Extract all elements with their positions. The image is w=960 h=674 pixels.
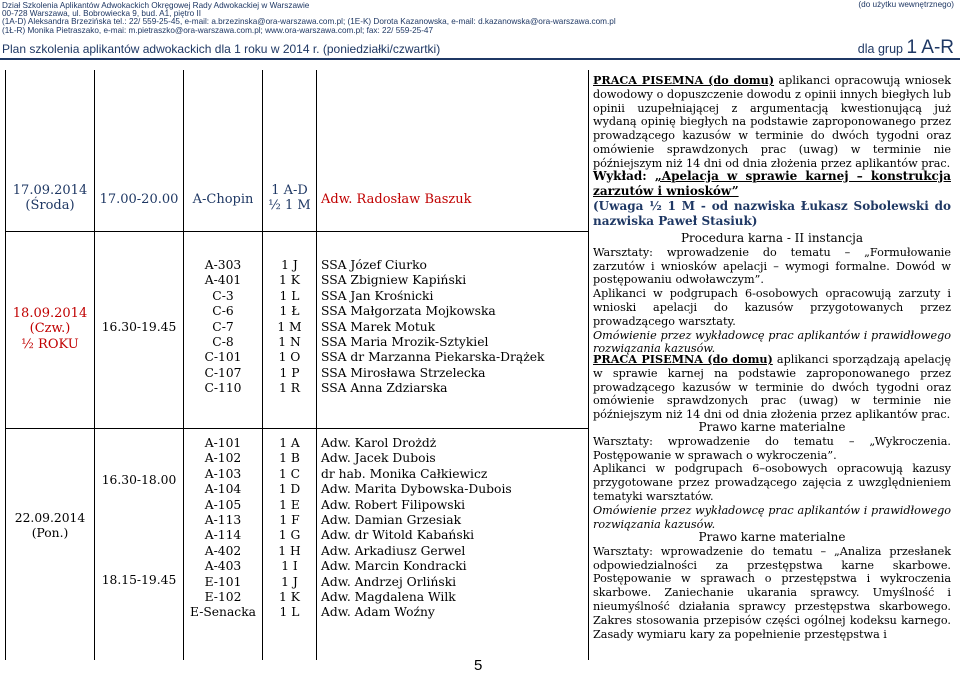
row2-groups: 1 J 1 K 1 L 1 Ł 1 M 1 N 1 O 1 P 1 R bbox=[277, 258, 302, 396]
plan-title: Plan szkolenia aplikantów adwokackich dla 1 roku w 2014 r. (poniedziałki/czwartki) bbox=[2, 42, 441, 56]
header-address: 00-728 Warszawa, ul. Bobrowiecka 9, bud. A1, piętro II bbox=[2, 9, 202, 18]
confidential-note: (do użytku wewnętrznego) bbox=[858, 0, 954, 9]
row2-lecturers: SSA Józef Ciurko SSA Zbigniew Kapiński SSA Jan Krośnicki SSA Małgorzata Mojkowska SSA Marek Motuk SSA Maria Mrozik-Sztykiel SSA dr Marzanna Piekarska-Drążek SSA Mirosława Strzelecka SSA Anna Zdziarska bbox=[321, 258, 545, 396]
group-name: 1 A-R bbox=[906, 37, 954, 58]
row2-date: 18.09.2014 (Czw.) ½ ROKU bbox=[12, 306, 88, 352]
row3-rooms: A-101 A-102 A-103 A-104 A-105 A-113 A-114 A-402 A-403 E-101 E-102 E-Senacka bbox=[190, 436, 256, 620]
topic-lecture: Wykład: „Apelacja w sprawie karnej – konstrukcja zarzutów i wniosków” (Uwaga ½ 1 M - od nazwiska Łukasz Sobolewski do nazwiska Paweł Stasiuk) bbox=[593, 169, 951, 228]
header-department: Dział Szkolenia Aplikantów Adwokackich Okręgowej Rady Adwokackiej w Warszawie bbox=[2, 1, 310, 10]
row2-rooms: A-303 A-401 C-3 C-6 C-7 C-8 C-101 C-107 C-110 bbox=[204, 258, 242, 396]
row3-time-1: 16.30-18.00 bbox=[101, 473, 177, 487]
row1-groups: 1 A-D ½ 1 M bbox=[268, 183, 311, 214]
topic-substantive-law-2: Prawo karne materialne Warsztaty: wprowadzenie do tematu – „Analiza przesłanek odpowiedzialności za przestępstwa karne skarbowe. Postępowanie w sprawach o przestępstwa i wykroczenia skarbowe. Zaniechanie ukarania sprawcy. Umyślność i nieumyślność działania sprawcy przestępstwa skarbowego. Zakres stosowania przepisów części ogólnej kodeksu karnego. Zasady wymiaru kary za popełnienie przestępstwa i bbox=[593, 530, 951, 641]
group-label: dla grup 1 A-R bbox=[857, 37, 954, 58]
row1-lecturer: Adw. Radosław Baszuk bbox=[321, 192, 472, 207]
topic-written-work-2: PRACA PISEMNA (do domu) aplikanci sporządzają apelację w sprawie karnej na podstawie zaproponowanego przez prowadzącego kazusów w terminie do dwóch tygodni oraz omówienie sprawdzonych prac (uwag) w terminie nie późniejszym niż 14 dni od dnia złożenia przez aplikantów prac. bbox=[593, 352, 952, 422]
page-number: 5 bbox=[474, 657, 483, 674]
row2-time: 16.30-19.45 bbox=[101, 320, 177, 334]
row3-groups: 1 A 1 B 1 C 1 D 1 E 1 F 1 G 1 H 1 I 1 J 1 K 1 L bbox=[278, 436, 301, 620]
row1-time: 17.00-20.00 bbox=[99, 192, 179, 207]
header-contacts-2: (1Ł-R) Monika Pietraszako, e-mai: m.pietraszko@ora-warszawa.com.pl; www.ora-warszawa.com.pl; fax: 22/ 559-25-47 bbox=[2, 26, 434, 35]
row1-room: A-Chopin bbox=[192, 192, 254, 207]
row1-date: 17.09.2014 (Środa) bbox=[12, 183, 88, 214]
topic-written-work-1: PRACA PISEMNA (do domu) aplikanci opracowują wniosek dowodowy o dopuszczenie dowodu z opinii innych biegłych lub opinii uzupełniającej z argumentacją kwestionującą już wydaną opinię biegłych na podstawie zaproponowanego przez prowadzącego kazusów w terminie do dwóch tygodni oraz omówienie sprawdzonych prac (uwag) w terminie nie późniejszym niż 14 dni od dnia złożenia przez aplikantów prac. bbox=[593, 73, 951, 170]
row3-time-2: 18.15-19.45 bbox=[101, 573, 177, 587]
header-contacts-1: (1A-D) Aleksandra Brzezińska tel.: 22/ 559-25-45, e-mail: a.brzezinska@ora-warszawa.com.pl; (1E-K) Dorota Kazanowska, e-mail: d.kazanowska@ora-warszawa.com.pl bbox=[2, 17, 616, 26]
topic-substantive-law-1: Prawo karne materialne Warsztaty: wprowadzenie do tematu – „Wykroczenia. Postępowanie w sprawach o wykroczenia”. Aplikanci w podgrupach 6–osobowych opracowują kazusy przygotowane przez prowadzącego zajęcia z uwzględnieniem tematyki warsztatów. Omówienie przez wykładowcę prac aplikantów i prawidłowego rozwiązania kazusów. bbox=[593, 420, 951, 531]
row3-lecturers: Adw. Karol Drożdż Adw. Jacek Dubois dr hab. Monika Całkiewicz Adw. Marita Dybowska-Dubois Adw. Robert Filipowski Adw. Damian Grzesiak Adw. dr Witold Kabański Adw. Arkadiusz Gerwel Adw. Marcin Kondracki Adw. Andrzej Orliński Adw. Magdalena Wilk Adw. Adam Woźny bbox=[321, 436, 512, 620]
header-rule bbox=[0, 58, 960, 60]
row3-date: 22.09.2014 (Pon.) bbox=[14, 511, 86, 541]
topic-criminal-procedure: Procedura karna - II instancja Warsztaty: wprowadzenie do tematu – „Formułowanie zarzutów i wniosków apelacji – wymogi formalne. Dowód w postępowaniu odwoławczym”. Aplikanci w podgrupach 6-osobowych opracowują zarzuty i wnioski apelacji do kazusów przygotowanych przez prowadzącego warsztaty. Omówienie przez wykładowcę prac aplikantów i prawidłowego rozwiązania kazusów. bbox=[593, 231, 951, 356]
